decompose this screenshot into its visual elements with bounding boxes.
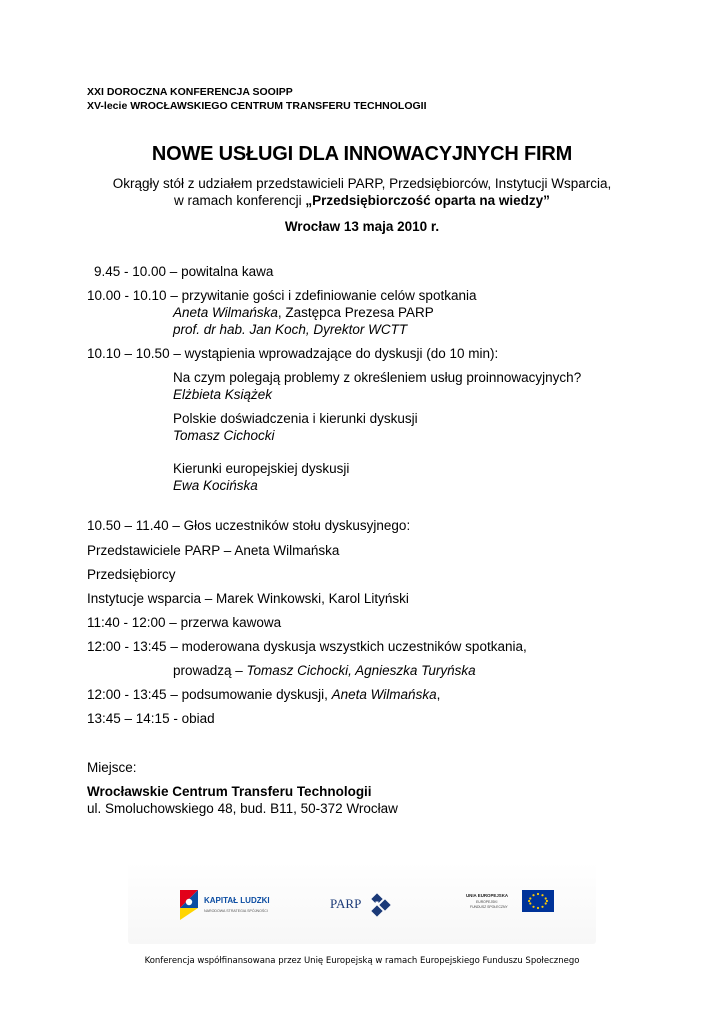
eu-flag-logo xyxy=(464,888,556,920)
talk-title: Na czym polegają problemy z określeniem usług proinnowacyjnych? xyxy=(173,370,582,385)
subtitle-line1: Okrągły stół z udziałem przedstawicieli PARP, Przedsiębiorców, Instytucji Wsparcia, xyxy=(112,176,612,191)
eu-label-line3: FUNDUSZ SPOŁECZNY xyxy=(470,905,508,909)
event-date: Wrocław 13 maja 2010 r. xyxy=(284,219,440,234)
agenda-speaker xyxy=(173,305,434,320)
moderators-prefix: prowadzą – xyxy=(173,663,247,678)
speaker-role: , Zastępca Prezesa PARP xyxy=(277,305,434,320)
talk-title: Polskie doświadczenia i kierunki dyskusji xyxy=(173,411,418,426)
speaker-name: Aneta Wilmańska xyxy=(173,305,278,320)
cofinancing-footer: Konferencja współfinansowana przez Unię Europejską w ramach Europejskiego Funduszu Społecznego xyxy=(144,956,580,966)
agenda-item-moderated-discussion: 12:00 - 13:45 – moderowana dyskusja wszystkich uczestników spotkania, xyxy=(87,639,527,654)
agenda-item-introductions: 10.10 – 10.50 – wystąpienia wprowadzające do dyskusji (do 10 min): xyxy=(87,346,499,361)
sponsor-logos-strip xyxy=(128,862,596,944)
roundtable-group: Przedstawiciele PARP – Aneta Wilmańska xyxy=(87,543,340,558)
kapital-ludzki-sublabel: NARODOWA STRATEGIA SPÓJNOŚCI xyxy=(204,909,268,913)
kapital-ludzki-label: KAPITAŁ LUDZKI xyxy=(204,896,270,905)
venue-label: Miejsce: xyxy=(87,760,137,775)
subtitle-line2-prefix: w ramach konferencji xyxy=(174,193,306,208)
eu-label-line2: EUROPEJSKI xyxy=(476,900,498,904)
roundtable-group: Przedsiębiorcy xyxy=(87,567,176,582)
conference-header-line1: XXI DOROCZNA KONFERENCJA SOOIPP xyxy=(87,86,293,98)
conference-name: „Przedsiębiorczość oparta na wiedzy” xyxy=(305,193,550,208)
eu-label-line1: UNIA EUROPEJSKA xyxy=(466,893,509,898)
agenda-speaker: prof. dr hab. Jan Koch, Dyrektor WCTT xyxy=(173,322,408,337)
talk-title: Kierunki europejskiej dyskusji xyxy=(173,461,350,476)
agenda-item-coffee-break: 11:40 - 12:00 – przerwa kawowa xyxy=(87,615,282,630)
agenda-item-lunch: 13:45 – 14:15 - obiad xyxy=(87,711,215,726)
roundtable-group: Instytucje wsparcia – Marek Winkowski, Karol Lityński xyxy=(87,591,409,606)
venue-name: Wrocławskie Centrum Transferu Technologii xyxy=(87,784,372,799)
subtitle-line2 xyxy=(0,193,724,208)
venue-address: ul. Smoluchowskiego 48, bud. B11, 50-372 Wrocław xyxy=(87,801,398,816)
agenda-item-roundtable: 10.50 – 11.40 – Głos uczestników stołu dyskusyjnego: xyxy=(87,518,411,533)
talk-speaker: Tomasz Cichocki xyxy=(173,428,275,443)
kapital-ludzki-logo xyxy=(178,886,288,922)
agenda-item-welcome: 10.00 - 10.10 – przywitanie gości i zdefiniowanie celów spotkania xyxy=(87,288,477,303)
moderator-names: Tomasz Cichocki, Agnieszka Turyńska xyxy=(246,663,476,678)
parp-label: PARP xyxy=(330,896,362,911)
summary-speaker: Aneta Wilmańska xyxy=(331,687,437,702)
parp-logo xyxy=(328,890,398,920)
agenda-item-welcome-coffee: 9.45 - 10.00 – powitalna kawa xyxy=(94,264,274,279)
talk-speaker: Elżbieta Książek xyxy=(173,387,273,402)
agenda-item-summary xyxy=(87,687,440,702)
summary-suffix: , xyxy=(436,687,441,702)
talk-speaker: Ewa Kocińska xyxy=(173,478,258,493)
moderators xyxy=(173,663,476,678)
page-title: NOWE USŁUGI DLA INNOWACYJNYCH FIRM xyxy=(151,143,573,165)
conference-header-line2: XV-lecie WROCŁAWSKIEGO CENTRUM TRANSFERU TECHNOLOGII xyxy=(87,100,427,112)
summary-text: 12:00 - 13:45 – podsumowanie dyskusji, xyxy=(87,687,332,702)
